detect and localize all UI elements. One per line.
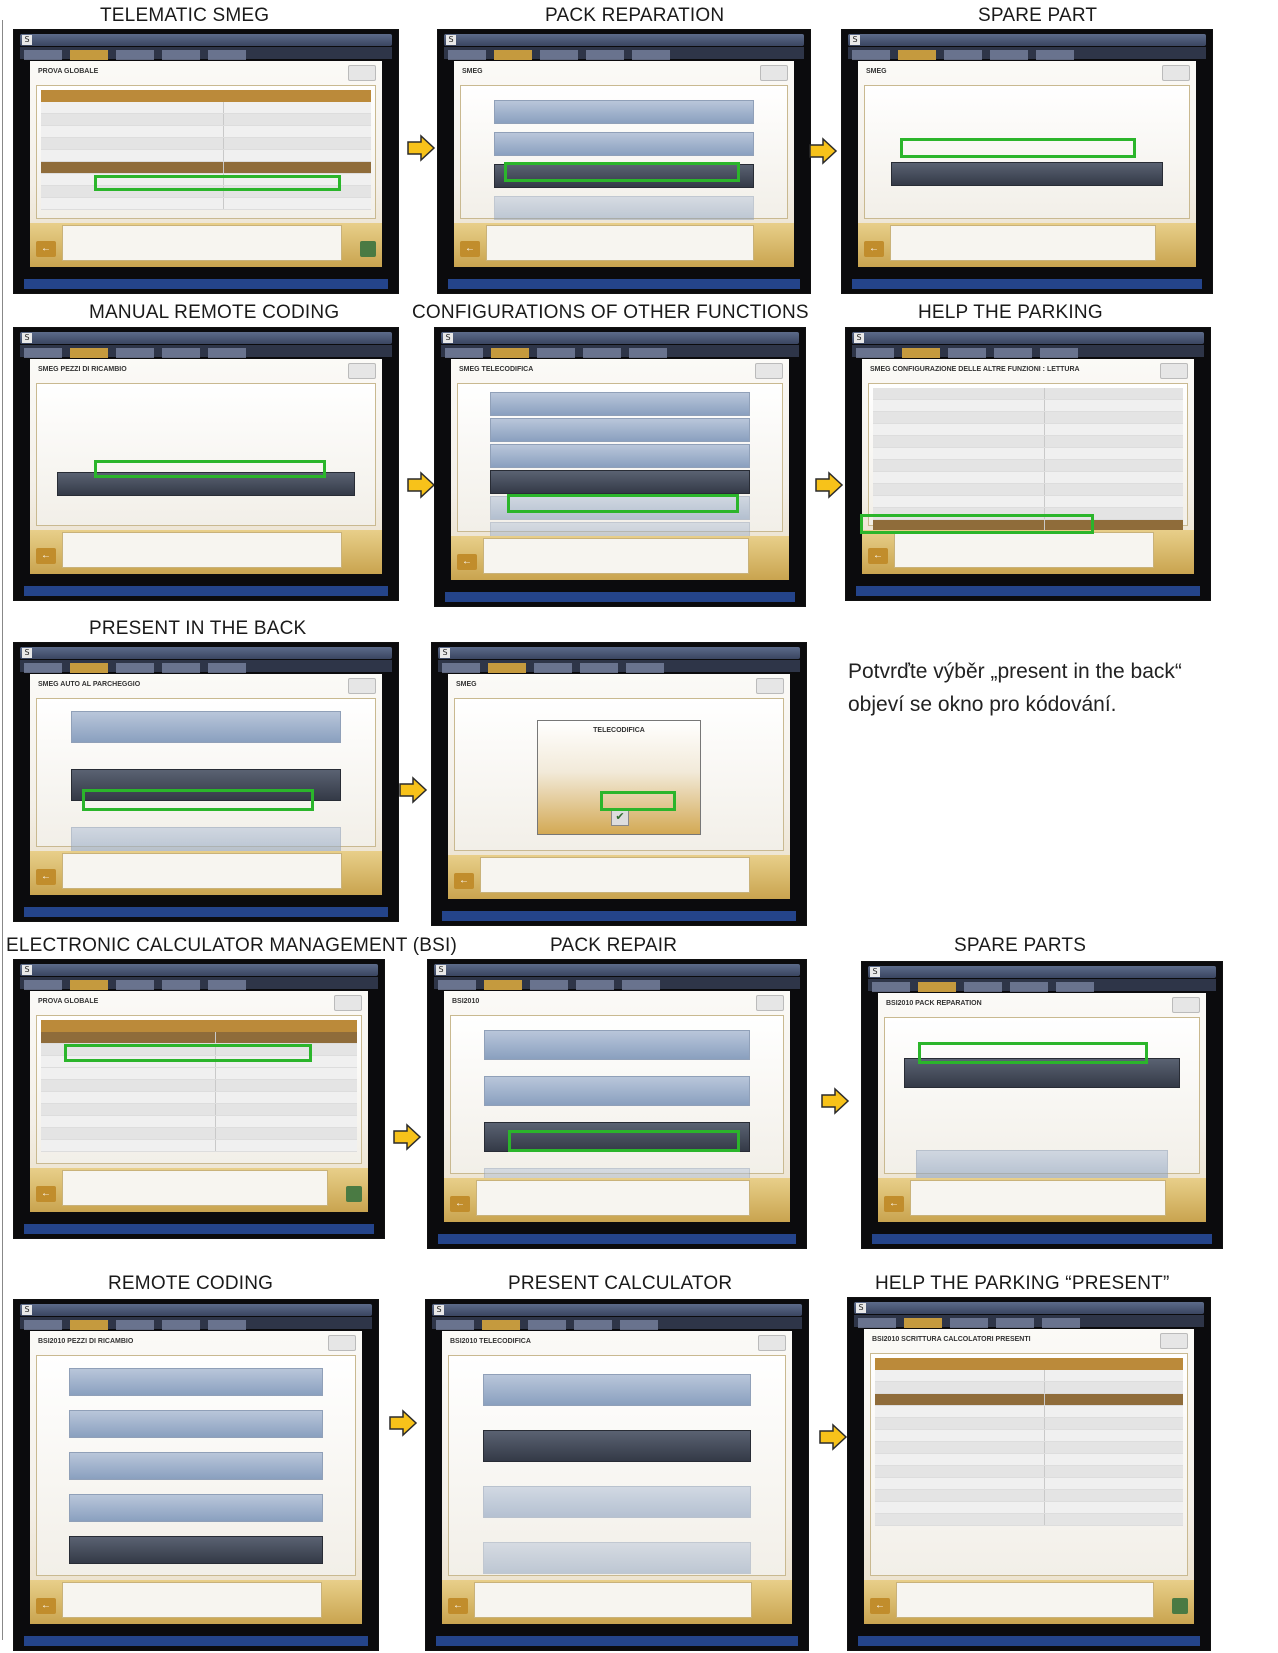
back-arrow-icon[interactable]: ←	[448, 1598, 468, 1614]
back-arrow-icon[interactable]: ←	[460, 241, 480, 257]
screenshot-present-in-the-back: S SMEG AUTO AL PARCHEGGIO ←	[14, 643, 398, 921]
caption-spare-parts: SPARE PARTS	[954, 935, 1087, 956]
instruction-note: Potvrďte výběr „present in the back“ objeví se okno pro kódování.	[848, 660, 1182, 716]
highlight-box	[64, 1044, 312, 1062]
right-arrow-icon	[388, 1408, 418, 1438]
screenshot-configurations-other-functions: S SMEG TELECODIFICA ←	[435, 328, 805, 606]
screenshot-spare-parts: S BSI2010 PACK REPARATION ←	[862, 962, 1222, 1248]
right-arrow-icon	[814, 470, 844, 500]
confirm-button[interactable]	[1172, 1598, 1188, 1614]
back-arrow-icon[interactable]: ←	[884, 1196, 904, 1212]
family-table	[41, 1020, 357, 1152]
caption-remote-coding: REMOTE CODING	[108, 1273, 274, 1294]
caption-present-calculator: PRESENT CALCULATOR	[508, 1273, 733, 1294]
back-arrow-icon[interactable]: ←	[36, 1186, 56, 1202]
table-row-aiuto-parcheggio-present[interactable]	[875, 1394, 1183, 1406]
caption-pack-repair: PACK REPAIR	[550, 935, 678, 956]
screenshot-telecodifica-dialog: S SMEG TELECODIFICA ✔ ←	[432, 643, 806, 925]
right-arrow-icon	[398, 775, 428, 805]
highlight-box	[600, 791, 676, 811]
right-arrow-icon	[392, 1122, 422, 1152]
confirm-button[interactable]	[360, 241, 376, 257]
screenshot-pack-reparation: S SMEG ←	[438, 30, 810, 293]
caption-configurations-other-functions: CONFIGURATIONS OF OTHER FUNCTIONS	[412, 302, 809, 323]
pezzi-di-ricambio-button[interactable]	[891, 162, 1163, 186]
screenshot-pack-repair: S BSI2010 ←	[428, 960, 806, 1248]
back-arrow-icon[interactable]: ←	[457, 554, 477, 570]
back-arrow-icon[interactable]: ←	[864, 241, 884, 257]
back-arrow-icon[interactable]: ←	[36, 241, 56, 257]
configurazione-altre-funzioni-button[interactable]	[490, 470, 749, 494]
table-row-bsi[interactable]	[41, 1032, 357, 1044]
highlight-box	[94, 460, 326, 478]
caption-spare-part: SPARE PART	[978, 5, 1098, 26]
screenshot-spare-part: S SMEG ←	[842, 30, 1212, 293]
highlight-box	[507, 494, 739, 513]
highlight-box	[900, 138, 1136, 158]
caption-pack-reparation: PACK REPARATION	[545, 5, 725, 26]
right-arrow-icon	[406, 133, 436, 163]
highlight-box	[918, 1042, 1148, 1064]
screenshot-present-calculator: S BSI2010 TELECODIFICA ←	[426, 1300, 808, 1650]
back-arrow-icon[interactable]: ←	[36, 548, 56, 564]
back-arrow-icon[interactable]: ←	[36, 1598, 56, 1614]
present-calculators-table	[875, 1358, 1183, 1526]
screenshot-manual-remote-coding: S SMEG PEZZI DI RICAMBIO ←	[14, 328, 398, 600]
back-arrow-icon[interactable]: ←	[454, 873, 474, 889]
screenshot-remote-coding: S BSI2010 PEZZI DI RICAMBIO ←	[14, 1300, 378, 1650]
telecodifica-dialog: TELECODIFICA ✔	[537, 720, 701, 835]
screenshot-help-the-parking: S SMEG CONFIGURAZIONE DELLE ALTRE FUNZIONI : LETTURA ←	[846, 328, 1210, 600]
checkmark-icon[interactable]: ✔	[611, 808, 629, 826]
highlight-box	[94, 175, 341, 191]
highlight-box	[508, 1130, 740, 1152]
right-arrow-icon	[406, 470, 436, 500]
family-table	[41, 90, 371, 210]
calcolatore-presente-button[interactable]	[483, 1430, 752, 1462]
caption-telematic-smeg: TELEMATIC SMEG	[100, 5, 270, 26]
left-margin-line	[2, 20, 3, 1640]
confirm-button[interactable]	[346, 1186, 362, 1202]
table-row-telematica[interactable]	[41, 162, 371, 174]
caption-manual-remote-coding: MANUAL REMOTE CODING	[89, 302, 340, 323]
screenshot-bsi-management: S PROVA GLOBALE ←	[14, 960, 384, 1238]
back-arrow-icon[interactable]: ←	[870, 1598, 890, 1614]
highlight-box	[860, 514, 1094, 534]
right-arrow-icon	[818, 1422, 848, 1452]
screenshot-telematic-smeg: S PROVA GLOBALE ←	[14, 30, 398, 293]
telecodifica-button[interactable]	[69, 1536, 323, 1564]
caption-help-the-parking-present: HELP THE PARKING “PRESENT”	[875, 1273, 1170, 1294]
back-arrow-icon[interactable]: ←	[868, 548, 888, 564]
caption-present-in-the-back: PRESENT IN THE BACK	[89, 618, 307, 639]
back-arrow-icon[interactable]: ←	[450, 1196, 470, 1212]
right-arrow-icon	[820, 1086, 850, 1116]
highlight-box	[82, 789, 314, 811]
back-arrow-icon[interactable]: ←	[36, 869, 56, 885]
right-arrow-icon	[808, 136, 838, 166]
caption-bsi-management: ELECTRONIC CALCULATOR MANAGEMENT (BSI)	[6, 935, 458, 956]
highlight-box	[504, 162, 740, 182]
caption-help-the-parking: HELP THE PARKING	[918, 302, 1103, 323]
screenshot-help-the-parking-present: S BSI2010 SCRITTURA CALCOLATORI PRESENTI ←	[848, 1298, 1210, 1650]
